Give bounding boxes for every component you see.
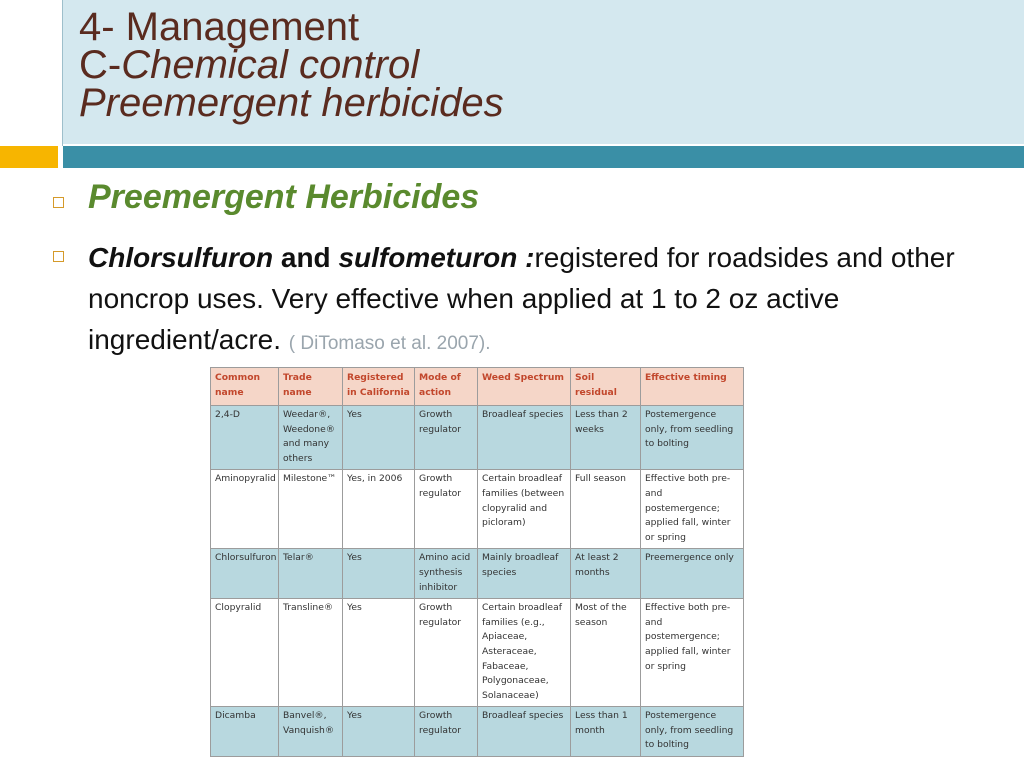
table-cell: Banvel®, Vanquish® (279, 707, 343, 757)
table-cell: Certain broadleaf families (e.g., Apiaceae, Asteraceae, Fabaceae, Polygonaceae, Solanaceae) (478, 599, 571, 707)
table-row (211, 707, 744, 757)
table-cell: Most of the season (571, 599, 641, 707)
header-common-name: Common name (211, 368, 279, 406)
title-left-rule (62, 0, 63, 146)
table-cell: Telar® (279, 549, 343, 599)
header-weed-spectrum: Weed Spectrum (478, 368, 571, 406)
table-cell: Less than 2 weeks (571, 406, 641, 470)
table-row (211, 406, 744, 470)
body-paragraph (88, 237, 1018, 364)
body-text: registered for roadsides and other noncrop uses. Very effective when applied at 1 to 2 oz active ingredient/acre. (88, 242, 955, 355)
header-trade-name: Trade name (279, 368, 343, 406)
slide-title (79, 5, 504, 125)
teal-divider-bar (63, 146, 1024, 168)
table-cell: Growth regulator (415, 707, 478, 757)
section-heading: Preemergent Herbicides (88, 178, 480, 216)
table-row (211, 599, 744, 707)
table-cell: Weedar®, Weedone® and many others (279, 406, 343, 470)
table-cell: Effective both pre- and postemergence; applied fall, winter or spring (641, 599, 744, 707)
header-soil-residual: Soil residual (571, 368, 641, 406)
table-cell: Growth regulator (415, 599, 478, 707)
and-word: and (273, 242, 339, 273)
table-cell: Postemergence only, from seedling to bolting (641, 707, 744, 757)
title-line-2-italic: Chemical control (121, 43, 420, 87)
table-row (211, 549, 744, 599)
header-registered: Registered in California (343, 368, 415, 406)
table-cell: 2,4-D (211, 406, 279, 470)
table-cell: Yes (343, 707, 415, 757)
table-cell: Chlorsulfuron (211, 549, 279, 599)
term-chlorsulfuron: Chlorsulfuron (88, 242, 274, 273)
table-cell: Growth regulator (415, 406, 478, 470)
table-cell: Clopyralid (211, 599, 279, 707)
table-cell: Aminopyralid (211, 470, 279, 549)
header-effective-timing: Effective timing (641, 368, 744, 406)
table-cell: Yes (343, 549, 415, 599)
bullet-square-icon (53, 251, 64, 262)
table-row (211, 470, 744, 549)
table-cell: Effective both pre- and postemergence; applied fall, winter or spring (641, 470, 744, 549)
table-cell: Full season (571, 470, 641, 549)
title-line-2-prefix: C- (79, 43, 122, 87)
title-line-1: 4- Management (79, 5, 360, 49)
table-cell: Broadleaf species (478, 406, 571, 470)
table-cell: Less than 1 month (571, 707, 641, 757)
table-cell: Yes, in 2006 (343, 470, 415, 549)
table-cell: Amino acid synthesis inhibitor (415, 549, 478, 599)
citation: ( DiTomaso et al. 2007). (288, 333, 491, 354)
table-cell: At least 2 months (571, 549, 641, 599)
table-cell: Broadleaf species (478, 707, 571, 757)
table-cell: Certain broadleaf families (between clopyralid and picloram) (478, 470, 571, 549)
title-line-2 (79, 43, 504, 87)
table-cell: Yes (343, 406, 415, 470)
term-sulfometuron: sulfometuron : (338, 242, 535, 273)
bullet-square-icon (53, 197, 64, 208)
table-cell: Growth regulator (415, 470, 478, 549)
orange-accent-bar (0, 146, 58, 168)
title-line-3: Preemergent herbicides (79, 81, 504, 125)
table-cell: Mainly broadleaf species (478, 549, 571, 599)
herbicide-table-image (210, 367, 744, 751)
table-cell: Preemergence only (641, 549, 744, 599)
table-cell: Yes (343, 599, 415, 707)
table-cell: Dicamba (211, 707, 279, 757)
table-cell: Transline® (279, 599, 343, 707)
table-header-row (211, 368, 744, 406)
table-cell: Milestone™ (279, 470, 343, 549)
table-cell: Postemergence only, from seedling to bolting (641, 406, 744, 470)
herbicide-table (210, 367, 744, 757)
header-mode-of-action: Mode of action (415, 368, 478, 406)
